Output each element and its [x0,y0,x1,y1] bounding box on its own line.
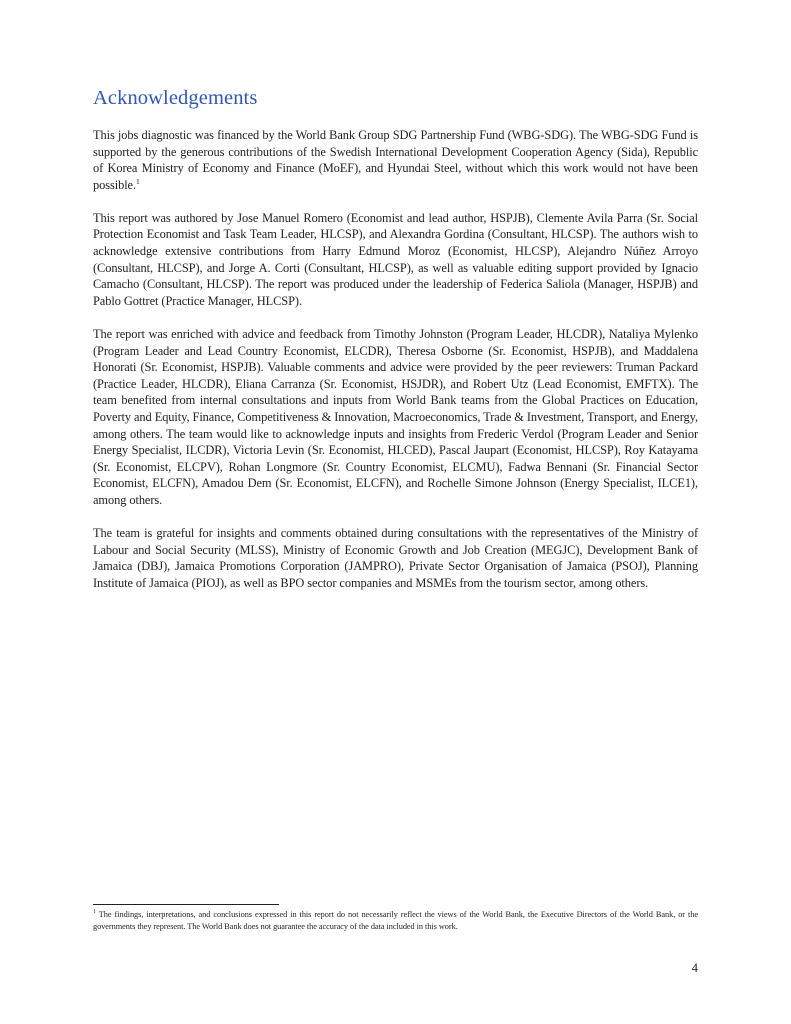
paragraph-authors: This report was authored by Jose Manuel Romero (Economist and lead author, HSPJB), Clemente Avila Parra (Sr. Social Protection Economist and Task Team Leader, HLCSP), and Alexandra Gordina (Consultant, HLCSP). The authors wish to acknowledge extensive contributions from Harry Edmund Moroz (Economist, HLCSP), Alejandro Núñez Arroyo (Consultant, HLCSP), and Jorge A. Corti (Consultant, HLCSP), as well as valuable editing support provided by Ignacio Camacho (Consultant, HLCSP). The report was produced under the leadership of Federica Saliola (Manager, HSPJB) and Pablo Gottret (Practice Manager, HLCSP). [93,210,698,308]
body-text [93,127,698,608]
paragraph-consultations: The team is grateful for insights and comments obtained during consultations with the representatives of the Ministry of Labour and Social Security (MLSS), Ministry of Economic Growth and Job Creation (MEGJC), Development Bank of Jamaica (DBJ), Jamaica Promotions Corporation (JAMPRO), Private Sector Organisation of Jamaica (PSOJ), Planning Institute of Jamaica (PIOJ), as well as BPO sector companies and MSMEs from the tourism sector, among others. [93,525,698,590]
page-title: Acknowledgements [93,87,258,109]
footnote-divider [93,904,279,905]
paragraph-funding [93,127,698,193]
footnote-reference[interactable]: 1 [136,176,140,186]
paragraph-funding-text: This jobs diagnostic was financed by the World Bank Group SDG Partnership Fund (WBG-SDG). The WBG-SDG Fund is supported by the generous contributions of the Swedish International Development Cooperation Agency (Sida), Republic of Korea Ministry of Economy and Finance (MoEF), and Hyundai Steel, without which this work would not have been possible. [93,128,698,192]
paragraph-contributors: The report was enriched with advice and feedback from Timothy Johnston (Program Leader, HLCDR), Nataliya Mylenko (Program Leader and Lead Country Economist, ELCDR), Theresa Osborne (Sr. Economist, HSPJB), and Maddalena Honorati (Sr. Economist, HSPJB). Valuable comments and advice were provided by the peer reviewers: Truman Packard (Practice Leader, HLCDR), Eliana Carranza (Sr. Economist, HSJDR), and Robert Utz (Lead Economist, EMFTX). The team benefited from internal consultations and inputs from World Bank teams from the Global Practices on Education, Poverty and Equity, Finance, Competitiveness & Innovation, Macroeconomics, Trade & Investment, Transport, and Energy, among others. The team would like to acknowledge inputs and insights from Frederic Verdol (Program Leader and Senior Energy Specialist, ILCDR), Victoria Levin (Sr. Economist, HLCED), Pascal Jaupart (Economist, HLCSP), Roy Katayama (Sr. Economist, ELCPV), Rohan Longmore (Sr. Country Economist, ELCMU), Fadwa Bennani (Sr. Financial Sector Economist, ELCFN), Amadou Dem (Sr. Economist, ELCFN), and Rochelle Simone Johnson (Energy Specialist, ILCE1), among others. [93,326,698,507]
footnote-number: 1 [93,909,96,916]
footnote [93,909,698,933]
page-number: 4 [691,961,698,975]
footnote-text: The findings, interpretations, and conclusions expressed in this report do not necessarily reflect the views of the World Bank, the Executive Directors of the World Bank, or the governments they represent. The World Bank does not guarantee the accuracy of the data included in this work. [93,910,698,931]
